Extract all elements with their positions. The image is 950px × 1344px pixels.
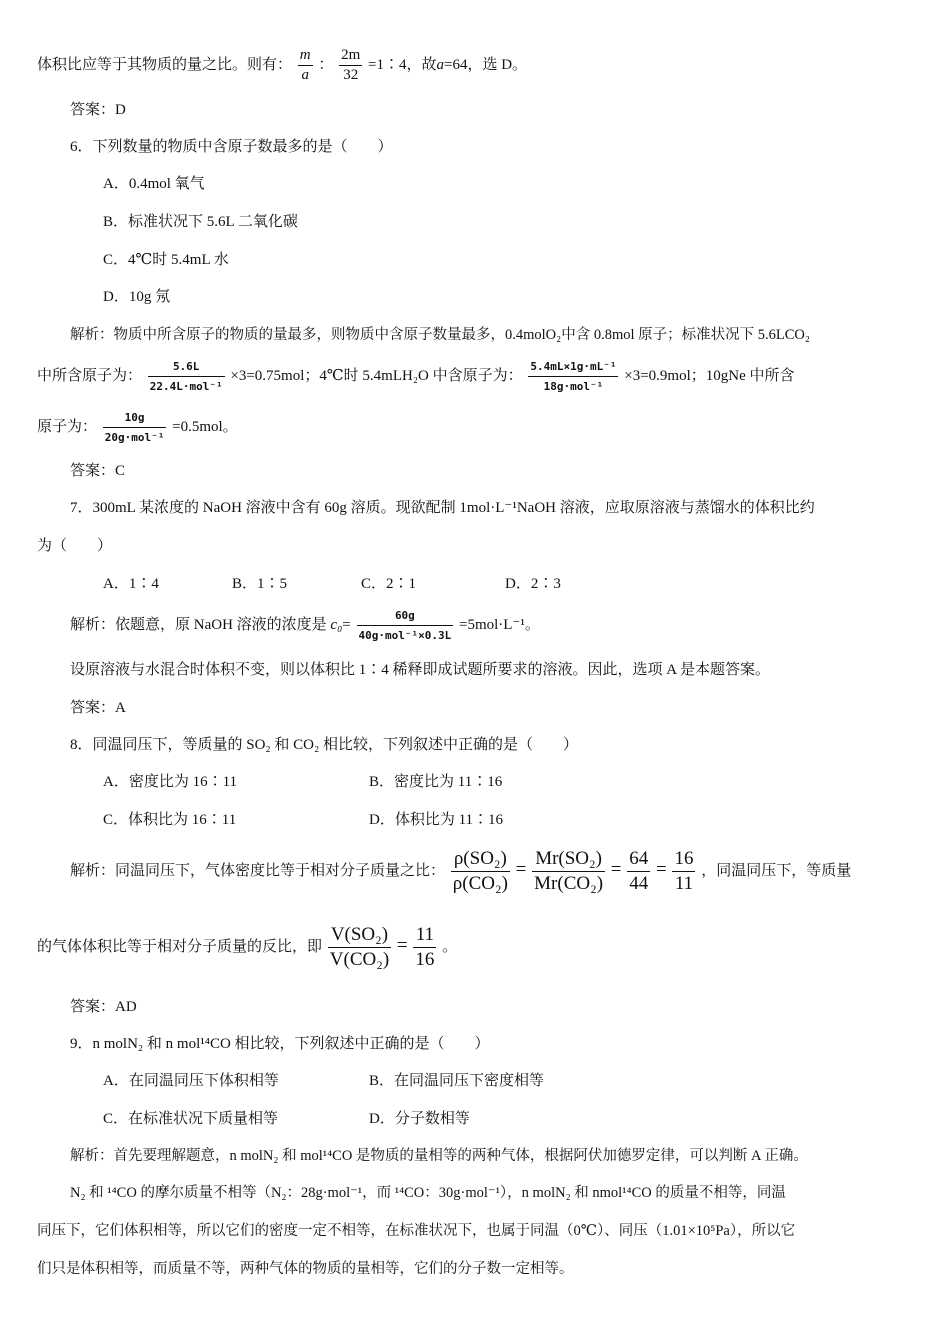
text: 体积比应等于其物质的量之比。则有：	[37, 56, 293, 73]
answer: 答案：D	[70, 102, 126, 118]
option-c: C．2∶1	[361, 576, 417, 592]
fraction: $\frac{\text{V(SO₂)}}{\text{V(CO₂)}}$	[329, 924, 390, 970]
option-a: A．1∶4	[103, 576, 159, 592]
option-d: D．体积比为 11∶16	[369, 812, 504, 828]
option-b: B．标准状况下 5.6L 二氧化碳	[103, 214, 298, 230]
option-a: A．0.4mol 氧气	[103, 176, 205, 192]
fraction: $\frac{10g}{\text{20g·mol⁻¹}}$	[103, 408, 167, 447]
fraction: $\frac{\text{5.4mL×1g·mL⁻¹}}{\text{18g·mol⁻¹}}$	[528, 357, 618, 396]
fraction: $\frac{64}{44}$	[629, 848, 649, 894]
fraction: $\frac{m}{a}$	[299, 47, 311, 83]
fraction: $\frac{\text{ρ(SO₂)}}{\text{ρ(CO₂)}}$	[452, 848, 508, 894]
answer: 答案：A	[70, 700, 126, 716]
explanation-line: 同压下，它们体积相等，所以它们的密度一定不相等，在标准状况下，也属于同温（0℃）、同压（1.01×10⁵Pa），所以它	[37, 1223, 796, 1239]
option-d: D．分子数相等	[369, 1111, 470, 1127]
question-stem: 为（ ）	[37, 538, 113, 554]
fraction: $\frac{16}{11}$	[674, 848, 694, 894]
option-b: B．1∶5	[232, 576, 288, 592]
option-c: C．在标准状况下质量相等	[103, 1111, 279, 1127]
explanation-line: 的气体体积比等于相对分子质量的反比，即 $\frac{\text{V(SO₂)}}{\text{V(CO₂)}}$ = $\frac{11}{16}$ 。	[37, 924, 458, 970]
explanation-line: 原子为： $\frac{10g}{\text{20g·mol⁻¹}}$ =0.5mol。	[37, 408, 238, 447]
answer: 答案：C	[70, 463, 126, 479]
answer: 答案：AD	[70, 999, 137, 1015]
explanation-line: 解析：同温同压下，气体密度比等于相对分子质量之比： $\frac{\text{ρ(SO₂)}}{\text{ρ(CO₂)}}$ = $\frac{\text{Mr(SO₂)}}{\text{Mr(CO₂)}}$ = $\frac{64}{44}$ = $\frac{16}{11}$ ，同温同压下，等质量	[70, 848, 852, 894]
explanation-line: 解析：依题意，原 NaOH 溶液的浓度是 c₀= $\frac{60g}{\text{40g·mol⁻¹×0.3L}}$ =5mol·L⁻¹。	[70, 606, 540, 645]
option-d: D．10g 氖	[103, 289, 171, 305]
explanation-line: N₂ 和 ¹⁴CO 的摩尔质量不相等（N₂：28g·mol⁻¹，而 ¹⁴CO：30g·mol⁻¹），n molN₂ 和 nmol¹⁴CO 的质量不相等，同温	[70, 1185, 786, 1201]
option-c: C．体积比为 16∶11	[103, 812, 237, 828]
option-a: A．在同温同压下体积相等	[103, 1073, 279, 1089]
explanation-line: 体积比应等于其物质的量之比。则有： $\frac{m}{a}$ ： $\frac{2m}{32}$ =1∶4，故a=64，选 D。	[37, 47, 528, 83]
fraction: $\frac{2m}{32}$	[341, 47, 361, 83]
option-c: C．4℃时 5.4mL 水	[103, 252, 229, 268]
option-b: B．在同温同压下密度相等	[369, 1073, 545, 1089]
explanation-line: 解析：首先要理解题意，n molN₂ 和 mol¹⁴CO 是物质的量相等的两种气体，根据阿伏加德罗定律，可以判断 A 正确。	[70, 1148, 808, 1164]
question-stem: 6．下列数量的物质中含原子数最多的是（ ）	[70, 139, 393, 155]
fraction: $\frac{\text{Mr(SO₂)}}{\text{Mr(CO₂)}}$	[534, 848, 604, 894]
question-stem: 9．n molN₂ 和 n mol¹⁴CO 相比较，下列叙述中正确的是（ ）	[70, 1036, 490, 1052]
fraction: $\frac{5.6L}{\text{22.4L·mol⁻¹}}$	[148, 357, 225, 396]
explanation-line: 们只是体积相等，而质量不等，两种气体的物质的量相等，它们的分子数一定相等。	[37, 1261, 574, 1277]
explanation-line: 中所含原子为： $\frac{5.6L}{\text{22.4L·mol⁻¹}}$ ×3=0.75mol；4℃时 5.4mLH₂O 中含原子为： $\frac{\text{5.4mL×1g·mL⁻¹}}{\text{18g·mol⁻¹}}$ ×3=0.9mol；10gNe 中所含	[37, 357, 794, 396]
fraction: $\frac{11}{16}$	[415, 924, 435, 970]
option-b: B．密度比为 11∶16	[369, 774, 503, 790]
question-stem: 8．同温同压下，等质量的 SO₂ 和 CO₂ 相比较，下列叙述中正确的是（ ）	[70, 737, 578, 753]
explanation-line: 设原溶液与水混合时体积不变，则以体积比 1∶4 稀释即成试题所要求的溶液。因此，选项 A 是本题答案。	[70, 662, 771, 678]
explanation-line: 解析：物质中所含原子的物质的量最多，则物质中含原子数量最多，0.4molO₂中含 0.8mol 原子；标准状况下 5.6LCO₂	[70, 327, 810, 343]
fraction: $\frac{60g}{\text{40g·mol⁻¹×0.3L}}$	[357, 606, 454, 645]
question-stem: 7．300mL 某浓度的 NaOH 溶液中含有 60g 溶质。现欲配制 1mol·L⁻¹NaOH 溶液，应取原溶液与蒸馏水的体积比约	[70, 500, 815, 516]
option-a: A．密度比为 16∶11	[103, 774, 238, 790]
option-d: D．2∶3	[505, 576, 561, 592]
